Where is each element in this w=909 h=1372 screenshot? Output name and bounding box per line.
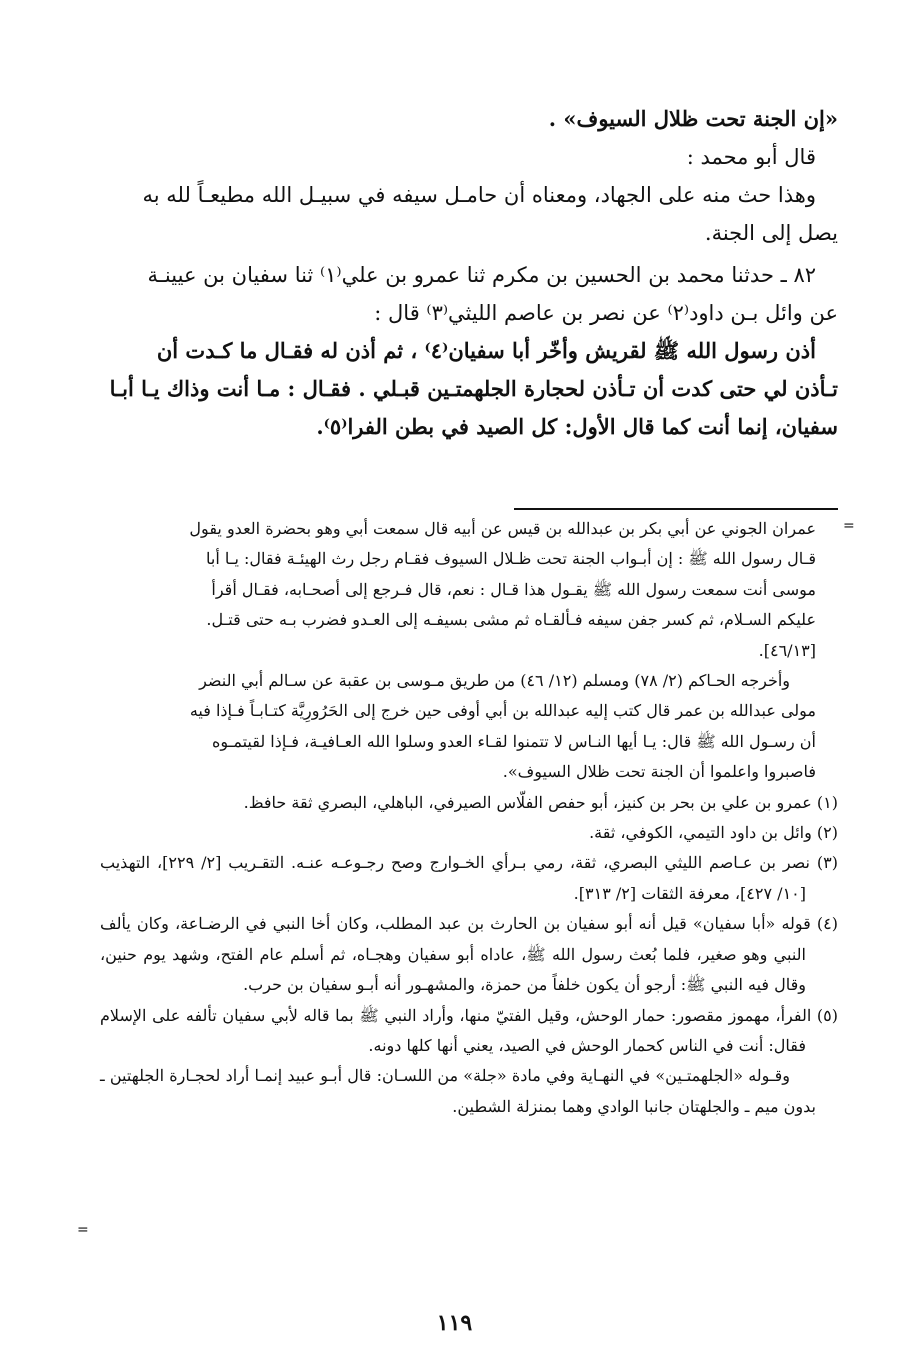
footnote-continuation-line-3: موسى أنت سمعت رسول الله ﷺ يقـول هذا قـال : نعم، قال فـرجع إلى أصحـابه، فقـال أقرأ [211,579,816,599]
continued-from-previous-marker: = [843,518,855,534]
footnote-separator [514,508,838,510]
footnote-1: (١) عمرو بن علي بن بحر بن كنيز، أبو حفص الفلّاس الصيرفي، الباهلي، البصري ثقة حافظ. [243,792,838,812]
page-number: ١١٩ [436,1310,473,1336]
hadith-82-text-line-3: سفيان، إنما أنت كما قال الأول: كل الصيد في بطن الفرا⁽٥⁾. [316,414,838,439]
hadith-82-chain-line-1: ٨٢ ـ حدثنا محمد بن الحسين بن مكرم ثنا عمرو بن علي⁽١⁾ ثنا سفيان بن عيينـة [147,263,816,287]
commentary-line-2: يصل إلى الجنة. [704,221,838,245]
takhrij-line-2: مولى عبدالله بن عمر قال كتب إليه عبدالله بن أبي أوفى حين خرج إلى الحَرُورِيَّة كتـابـاً فـإذا فيه [189,701,816,721]
main-text [90,100,838,446]
takhrij-line-4: فاصبروا واعلموا أن الجنة تحت ظلال السيوف». [502,762,816,782]
footnote-3: (٣) نصر بن عـاصم الليثي البصري، ثقة، رمي بـرأي الخـوارج وصح رجـوعـه عنـه. التقـريب [٢/ ٢٢٩]، التهذيب [١٠/ ٤٢٧]، معرفة الثقات [٢/ ٣١٣]. [100,853,838,903]
continues-next-page-marker: = [77,1222,89,1238]
speaker-line: قال أبو محمد : [686,145,816,169]
footnote-5-continuation: وقـوله «الجلهمتـين» في النهـاية وفي مادة «جلة» من اللسـان: قال أبـو عبيد إنمـا أراد لحجـارة الجلهتين ـ بدون ميم ـ والجلهتان جانبا الوادي وهما بمنزلة الشطين. [100,1066,816,1116]
footnote-4: (٤) قوله «أبا سفيان» قيل أنه أبو سفيان بن الحارث بن عبد المطلب، وكان أخا النبي في الرضـاعة، وكان يألف النبي وهو صغير، فلما بُعث رسول الله ﷺ، عاداه أبو سفيان وهجـاه، ثم أسلم عام الفتح، وشهد يوم حنين، وقال فيه النبي ﷺ: أرجو أن يكون خلفاً من حمزة، والمشهـور أنه أبـو سفيان بن حرب. [100,914,838,995]
hadith-82-text-line-1: أذن رسول الله ﷺ لقريش وأخّر أبا سفيان⁽٤⁾ ، ثم أذن له فقـال ما كـدت أن [156,338,816,363]
footnote-continuation-line-4: عليكم السـلام، ثم كسر جفن سيفه فـألقـاه ثم مشى بسيفـه إلى العـدو فضرب بـه حتى قتـل. [206,610,816,630]
hadith-quote: «إن الجنة تحت ظلال السيوف» . [548,106,838,131]
hadith-82-chain-line-2: عن وائل بـن داود⁽٢⁾ عن نصر بن عاصم الليثي⁽٣⁾ قال : [374,301,838,325]
takhrij-line-1: وأخرجه الحـاكم (٢/ ٧٨) ومسلم (١٢/ ٤٦) من طريق مـوسى بن عقبة عن سـالم أبي النضر [199,671,790,691]
footnote-5: (٥) الفرأ، مهموز مقصور: حمار الوحش، وقيل الفتيّ منها، وأراد النبي ﷺ بما قاله لأبي سفيان تألفه على الإسلام فقال: أنت في الناس كحمار الوحش في الصيد، يعني أنها كلها دونه. [100,1005,838,1055]
footnote-continuation-line-5: [٤٦/١٣]. [758,640,816,660]
footnote-continuation-line-1: عمران الجوني عن أبي بكر بن عبدالله بن قيس عن أبيه قال سمعت أبي وهو بحضرة العدو يقول [189,519,816,538]
footnote-2: (٢) وائل بن داود التيمي، الكوفي، ثقة. [589,823,838,843]
footnote-continuation-line-2: قـال رسول الله ﷺ : إن أبـواب الجنة تحت ظـلال السيوف فقـام رجل رث الهيئـة فقال: يـا أبا [206,549,816,569]
takhrij-line-3: أن رسـول الله ﷺ قال: يـا أيها النـاس لا تتمنوا لقـاء العدو وسلوا الله العـافيـة، فـإذا لقيتمـوه [212,731,816,751]
hadith-82-text-line-2: تـأذن لي حتى كدت أن تـأذن لحجارة الجلهمتـين قبـلي . فقـال : مـا أنت وذاك يـا أبـا [109,376,838,401]
footnotes [100,514,838,1122]
commentary-line-1: وهذا حث منه على الجهاد، ومعناه أن حامـل سيفه في سبيـل الله مطيعـاً لله به [142,183,816,207]
